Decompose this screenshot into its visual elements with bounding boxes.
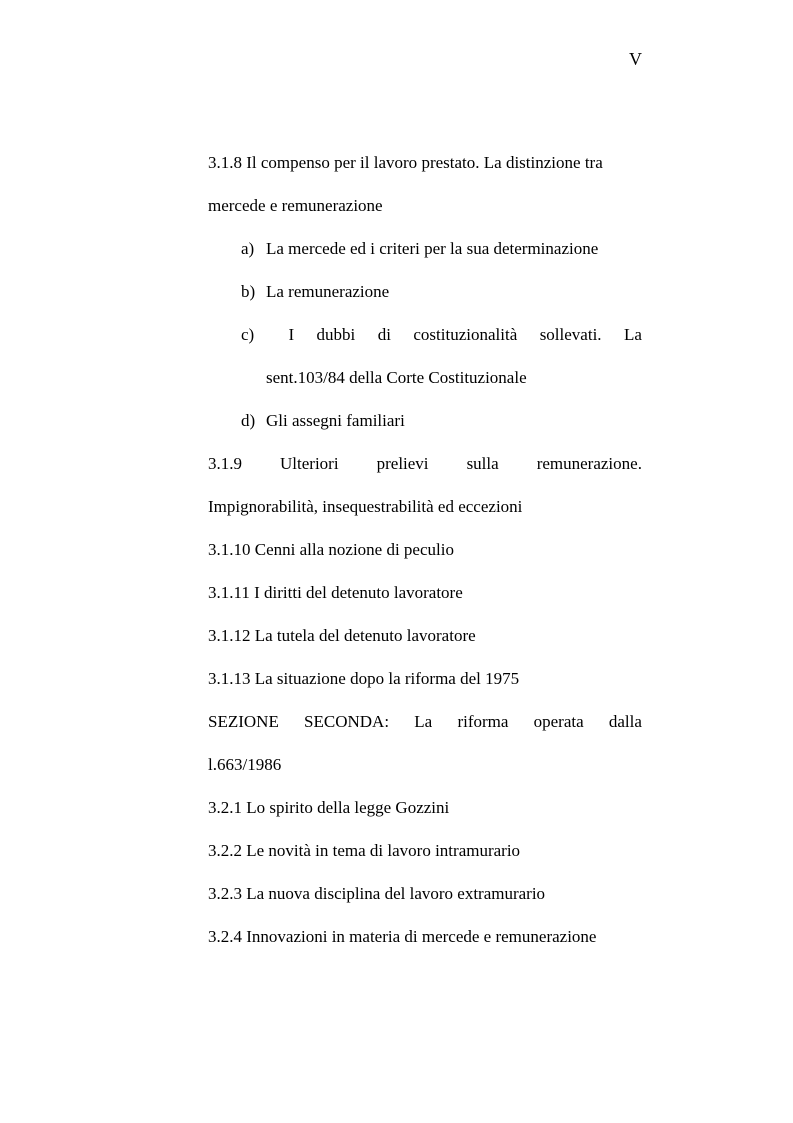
toc-entry-3-2-2: 3.2.2 Le novità in tema di lavoro intramurario <box>208 841 521 860</box>
toc-subentry-b <box>208 277 642 320</box>
table-of-contents <box>208 148 642 965</box>
page-number: V <box>629 49 642 69</box>
list-marker: a) <box>241 239 255 258</box>
subentry-text: Gli assegni familiari <box>266 411 405 430</box>
toc-entry-3-1-8-continued: mercede e remunerazione <box>208 196 383 215</box>
toc-subentry-a <box>208 234 642 277</box>
toc-section-heading-continued: l.663/1986 <box>208 755 282 774</box>
toc-subentry-d <box>208 406 642 449</box>
toc-entry-3-1-9: 3.1.9 Ulteriori prelievi sulla remunerazione. <box>208 454 642 473</box>
toc-entry-3-1-12: 3.1.12 La tutela del detenuto lavoratore <box>208 626 476 645</box>
toc-subentry-c-continued: sent.103/84 della Corte Costituzionale <box>266 368 527 387</box>
subentry-text: La mercede ed i criteri per la sua determinazione <box>266 239 599 258</box>
toc-entry-3-1-9-continued: Impignorabilità, insequestrabilità ed eccezioni <box>208 497 523 516</box>
list-marker: b) <box>241 282 256 301</box>
toc-entry-3-2-1: 3.2.1 Lo spirito della legge Gozzini <box>208 798 450 817</box>
toc-section-heading: SEZIONE SECONDA: La riforma operata dalla <box>208 712 642 731</box>
toc-entry-3-1-13: 3.1.13 La situazione dopo la riforma del 1975 <box>208 669 520 688</box>
toc-entry-3-1-8: 3.1.8 Il compenso per il lavoro prestato. La distinzione tra <box>208 153 603 172</box>
list-marker: d) <box>241 411 256 430</box>
toc-entry-3-2-4: 3.2.4 Innovazioni in materia di mercede e remunerazione <box>208 927 597 946</box>
toc-subentry-c: c) I dubbi di costituzionalità sollevati. La <box>208 320 642 363</box>
subentry-text: La remunerazione <box>266 282 390 301</box>
list-marker: c) <box>241 325 255 344</box>
toc-entry-3-2-3: 3.2.3 La nuova disciplina del lavoro extramurario <box>208 884 546 903</box>
toc-entry-3-1-11: 3.1.11 I diritti del detenuto lavoratore <box>208 583 463 602</box>
toc-entry-3-1-10: 3.1.10 Cenni alla nozione di peculio <box>208 540 454 559</box>
